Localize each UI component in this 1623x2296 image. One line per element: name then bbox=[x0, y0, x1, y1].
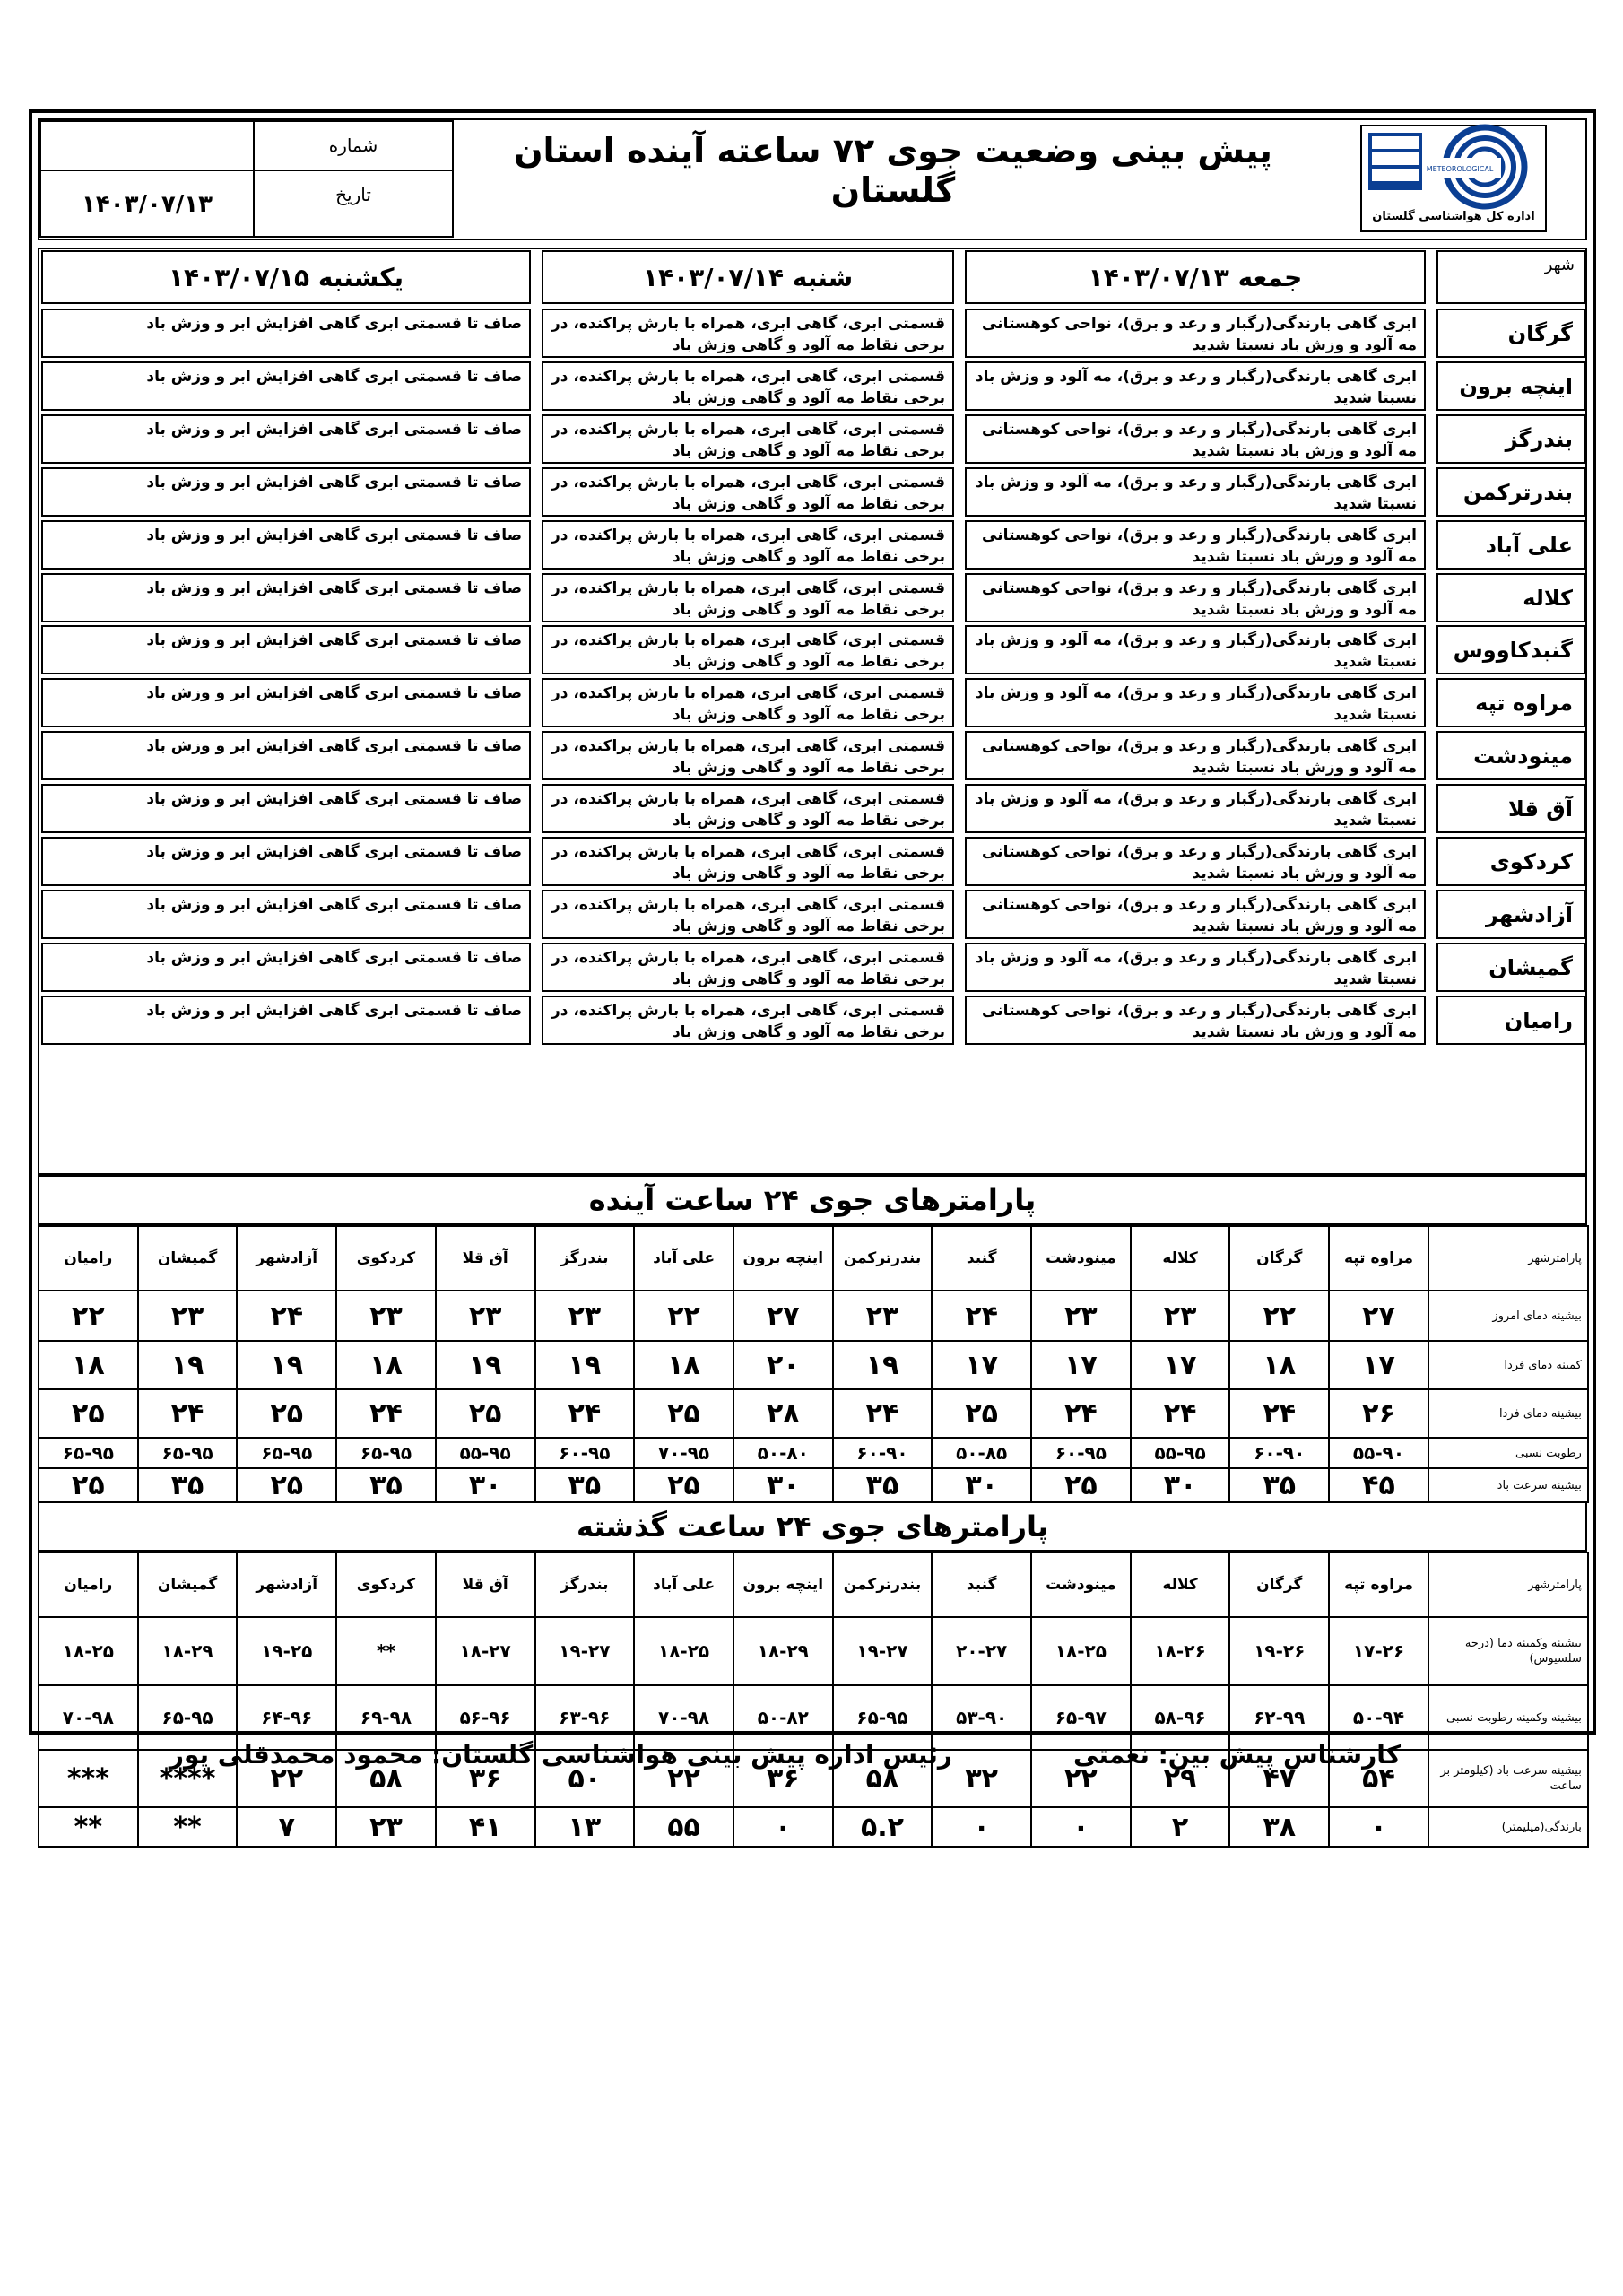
logo-caption: اداره کل هواشناسی گلستان bbox=[1372, 210, 1535, 223]
city-column-header: گمیشان bbox=[138, 1552, 238, 1617]
value-cell: ۳۵ bbox=[833, 1468, 933, 1502]
city-name-cell: کلاله bbox=[1436, 573, 1585, 622]
table-row bbox=[39, 1468, 1588, 1502]
value-cell: ۱۹-۲۶ bbox=[1229, 1617, 1329, 1685]
value-cell: ۲۲ bbox=[1229, 1291, 1329, 1341]
number-value-cell bbox=[39, 120, 255, 171]
city-column-header: آق قلا bbox=[436, 1226, 535, 1291]
value-cell: ۵۵-۹۵ bbox=[436, 1438, 535, 1468]
value-cell: ۱۷ bbox=[1131, 1341, 1230, 1389]
value-cell: ۲۳ bbox=[535, 1291, 635, 1341]
value-cell: ۴۱ bbox=[436, 1807, 535, 1847]
value-cell: ۱۸-۲۵ bbox=[39, 1617, 138, 1685]
day-header-2: شنبه ۱۴۰۳/۰۷/۱۴ bbox=[542, 250, 954, 304]
value-cell: ۲۴ bbox=[833, 1389, 933, 1438]
forecast-day1-cell: ابری گاهی بارندگی(رگبار و رعد و برق)، مه آلود و وزش باد نسبتا شدید bbox=[965, 625, 1426, 674]
table-row bbox=[39, 1291, 1588, 1341]
city-column-header: بندرترکمن bbox=[833, 1552, 933, 1617]
forecast-day2-cell: قسمتی ابری، گاهی ابری، همراه با بارش پراکنده، در برخی نقاط مه آلود و گاهی وزش باد bbox=[542, 414, 954, 464]
forecast-day3-cell: صاف تا قسمتی ابری گاهی افزایش ابر و وزش باد bbox=[41, 678, 531, 727]
city-column-header: علی آباد bbox=[634, 1552, 733, 1617]
value-cell: ۱۷-۲۶ bbox=[1329, 1617, 1428, 1685]
forecast-day1-cell: ابری گاهی بارندگی(رگبار و رعد و برق)، نواحی کوهستانی مه آلود و وزش باد نسبتا شدید bbox=[965, 837, 1426, 886]
value-cell: ۲۴ bbox=[336, 1389, 436, 1438]
value-cell: ۷۰-۹۸ bbox=[39, 1685, 138, 1750]
value-cell: ۲۵ bbox=[237, 1389, 336, 1438]
value-cell: ۵۰-۹۴ bbox=[1329, 1685, 1428, 1750]
city-name-cell: رامیان bbox=[1436, 996, 1585, 1045]
value-cell: ۲۵ bbox=[634, 1468, 733, 1502]
city-name-cell: بندرگز bbox=[1436, 414, 1585, 464]
forecast-day3-cell: صاف تا قسمتی ابری گاهی افزایش ابر و وزش باد bbox=[41, 625, 531, 674]
forecast-day3-cell: صاف تا قسمتی ابری گاهی افزایش ابر و وزش باد bbox=[41, 784, 531, 833]
value-cell: ۵۰-۸۲ bbox=[733, 1685, 833, 1750]
value-cell: ۱۸-۲۹ bbox=[138, 1617, 238, 1685]
value-cell: ۲۹ bbox=[1131, 1750, 1230, 1807]
forecast-day2-cell: قسمتی ابری، گاهی ابری، همراه با بارش پراکنده، در برخی نقاط مه آلود و گاهی وزش باد bbox=[542, 890, 954, 939]
forecast-day2-cell: قسمتی ابری، گاهی ابری، همراه با بارش پراکنده، در برخی نقاط مه آلود و گاهی وزش باد bbox=[542, 467, 954, 517]
value-cell: ۴۷ bbox=[1229, 1750, 1329, 1807]
value-cell: ۲۴ bbox=[932, 1291, 1031, 1341]
parameter-label: بیشینه وکمینه رطوبت نسبی bbox=[1428, 1685, 1588, 1750]
city-column-header: بندرگز bbox=[535, 1552, 635, 1617]
city-column-header: گرگان bbox=[1229, 1552, 1329, 1617]
forecast-day2-cell: قسمتی ابری، گاهی ابری، همراه با بارش پراکنده، در برخی نقاط مه آلود و گاهی وزش باد bbox=[542, 520, 954, 570]
page-title: پیش بینی وضعیت جوی ۷۲ ساعته آینده استان گلستان bbox=[514, 131, 1272, 210]
value-cell: ۱۹ bbox=[237, 1341, 336, 1389]
value-cell: ۶۵-۹۷ bbox=[1031, 1685, 1131, 1750]
value-cell: ۵۸-۹۶ bbox=[1131, 1685, 1230, 1750]
value-cell: ۰ bbox=[1031, 1807, 1131, 1847]
city-name-cell: علی آباد bbox=[1436, 520, 1585, 570]
city-column-header: آزادشهر bbox=[237, 1226, 336, 1291]
value-cell: ۴۵ bbox=[1329, 1468, 1428, 1502]
city-column-header: کردکوی bbox=[336, 1226, 436, 1291]
value-cell: ۳۵ bbox=[138, 1468, 238, 1502]
value-cell: ۵۰-۸۵ bbox=[932, 1438, 1031, 1468]
city-column-header: مینودشت bbox=[1031, 1552, 1131, 1617]
value-cell: ۱۸-۲۹ bbox=[733, 1617, 833, 1685]
value-cell: ۲۴ bbox=[535, 1389, 635, 1438]
value-cell: ۱۸-۲۵ bbox=[634, 1617, 733, 1685]
city-column-header: گنبد bbox=[932, 1552, 1031, 1617]
city-column-header: بندرترکمن bbox=[833, 1226, 933, 1291]
city-name-cell: گرگان bbox=[1436, 309, 1585, 358]
city-column-header: گنبد bbox=[932, 1226, 1031, 1291]
value-cell: ۲۴ bbox=[1031, 1389, 1131, 1438]
date-label-cell bbox=[253, 170, 454, 238]
forecast-day2-cell: قسمتی ابری، گاهی ابری، همراه با بارش پراکنده، در برخی نقاط مه آلود و گاهی وزش باد bbox=[542, 837, 954, 886]
value-cell: ۶۵-۹۵ bbox=[138, 1685, 238, 1750]
value-cell: ۶۴-۹۶ bbox=[237, 1685, 336, 1750]
forecast-day1-cell: ابری گاهی بارندگی(رگبار و رعد و برق)، نواحی کوهستانی مه آلود و وزش باد نسبتا شدید bbox=[965, 309, 1426, 358]
forecast-day3-cell: صاف تا قسمتی ابری گاهی افزایش ابر و وزش باد bbox=[41, 996, 531, 1045]
value-cell: ۲۵ bbox=[634, 1389, 733, 1438]
value-cell: ۱۹ bbox=[436, 1341, 535, 1389]
value-cell: ۳۰ bbox=[1131, 1468, 1230, 1502]
value-cell: ۲ bbox=[1131, 1807, 1230, 1847]
value-cell: ۱۸-۲۶ bbox=[1131, 1617, 1230, 1685]
value-cell: ۱۳ bbox=[535, 1807, 635, 1847]
value-cell: ۲۲ bbox=[39, 1291, 138, 1341]
city-column-header: کلاله bbox=[1131, 1552, 1230, 1617]
city-header-label: شهر bbox=[1544, 256, 1575, 274]
value-cell: ۱۸-۲۷ bbox=[436, 1617, 535, 1685]
value-cell: ۶۵-۹۵ bbox=[237, 1438, 336, 1468]
city-name-cell: مینودشت bbox=[1436, 731, 1585, 780]
next24-table bbox=[38, 1225, 1589, 1503]
city-column-header: اینچه برون bbox=[733, 1552, 833, 1617]
forecast-day2-cell: قسمتی ابری، گاهی ابری، همراه با بارش پراکنده، در برخی نقاط مه آلود و گاهی وزش باد bbox=[542, 731, 954, 780]
city-column-header: رامیان bbox=[39, 1226, 138, 1291]
parameter-label: کمینه دمای فردا bbox=[1428, 1341, 1588, 1389]
value-cell: ۲۴ bbox=[237, 1291, 336, 1341]
value-cell: ۶۰-۹۰ bbox=[833, 1438, 933, 1468]
city-name-cell: گنبدکاووس bbox=[1436, 625, 1585, 674]
forecast-day3-cell: صاف تا قسمتی ابری گاهی افزایش ابر و وزش باد bbox=[41, 467, 531, 517]
value-cell: ۱۹-۲۷ bbox=[833, 1617, 933, 1685]
value-cell: ** bbox=[336, 1617, 436, 1685]
value-cell: ۲۲ bbox=[634, 1750, 733, 1807]
forecast-day1-cell: ابری گاهی بارندگی(رگبار و رعد و برق)، نواحی کوهستانی مه آلود و وزش باد نسبتا شدید bbox=[965, 890, 1426, 939]
city-column-header: مینودشت bbox=[1031, 1226, 1131, 1291]
date-value: ۱۴۰۳/۰۷/۱۳ bbox=[82, 191, 213, 218]
value-cell: ۶۵-۹۵ bbox=[39, 1438, 138, 1468]
table-row bbox=[39, 1438, 1588, 1468]
forecast-day3-cell: صاف تا قسمتی ابری گاهی افزایش ابر و وزش باد bbox=[41, 837, 531, 886]
past24-title: پارامترهای جوی ۲۴ ساعت گذشته bbox=[38, 1501, 1587, 1552]
value-cell: ۱۷ bbox=[1031, 1341, 1131, 1389]
value-cell: ۵۰ bbox=[535, 1750, 635, 1807]
corner-cell: پارامترشهر bbox=[1428, 1226, 1588, 1291]
table-row bbox=[39, 1807, 1588, 1847]
value-cell: ۳۶ bbox=[436, 1750, 535, 1807]
value-cell: ۲۵ bbox=[237, 1468, 336, 1502]
table-header-row bbox=[39, 1552, 1588, 1617]
value-cell: ** bbox=[138, 1807, 238, 1847]
forecast-day1-cell: ابری گاهی بارندگی(رگبار و رعد و برق)، مه آلود و وزش باد نسبتا شدید bbox=[965, 784, 1426, 833]
parameter-label: رطوبت نسبی bbox=[1428, 1438, 1588, 1468]
number-label-cell bbox=[253, 120, 454, 171]
value-cell: **** bbox=[138, 1750, 238, 1807]
value-cell: ۱۷ bbox=[1329, 1341, 1428, 1389]
next24-title: پارامترهای جوی ۲۴ ساعت آینده bbox=[38, 1175, 1587, 1225]
value-cell: ۳۰ bbox=[436, 1468, 535, 1502]
value-cell: ۱۸ bbox=[1229, 1341, 1329, 1389]
value-cell: ۶۳-۹۶ bbox=[535, 1685, 635, 1750]
value-cell: ۱۹ bbox=[535, 1341, 635, 1389]
value-cell: ۲۳ bbox=[336, 1291, 436, 1341]
value-cell: ۳۰ bbox=[932, 1468, 1031, 1502]
value-cell: ۱۸ bbox=[634, 1341, 733, 1389]
value-cell: ۰ bbox=[932, 1807, 1031, 1847]
value-cell: ۲۵ bbox=[436, 1389, 535, 1438]
city-column-header: مراوه تپه bbox=[1329, 1552, 1428, 1617]
value-cell: ۳۸ bbox=[1229, 1807, 1329, 1847]
svg-text:METEOROLOGICAL: METEOROLOGICAL bbox=[1426, 165, 1494, 173]
value-cell: ۱۸ bbox=[336, 1341, 436, 1389]
forecast-day3-cell: صاف تا قسمتی ابری گاهی افزایش ابر و وزش باد bbox=[41, 414, 531, 464]
forecast-day2-cell: قسمتی ابری، گاهی ابری، همراه با بارش پراکنده، در برخی نقاط مه آلود و گاهی وزش باد bbox=[542, 309, 954, 358]
forecast-day2-cell: قسمتی ابری، گاهی ابری، همراه با بارش پراکنده، در برخی نقاط مه آلود و گاهی وزش باد bbox=[542, 573, 954, 622]
city-column-header: اینچه برون bbox=[733, 1226, 833, 1291]
value-cell: ۵۸ bbox=[833, 1750, 933, 1807]
value-cell: ۵۵-۹۰ bbox=[1329, 1438, 1428, 1468]
footer bbox=[0, 1740, 1623, 1785]
city-column-header: کلاله bbox=[1131, 1226, 1230, 1291]
value-cell: ۶۵-۹۵ bbox=[138, 1438, 238, 1468]
parameter-label: بیشینه سرعت باد bbox=[1428, 1468, 1588, 1502]
value-cell: ۶۰-۹۵ bbox=[535, 1438, 635, 1468]
table-row bbox=[39, 1389, 1588, 1438]
date-label: تاریخ bbox=[335, 184, 371, 205]
value-cell: ۶۹-۹۸ bbox=[336, 1685, 436, 1750]
parameter-label: بارندگی(میلیمتر) bbox=[1428, 1807, 1588, 1847]
city-name-cell: مراوه تپه bbox=[1436, 678, 1585, 727]
city-column-header: رامیان bbox=[39, 1552, 138, 1617]
value-cell: ۲۲ bbox=[237, 1750, 336, 1807]
city-column-header: بندرگز bbox=[535, 1226, 635, 1291]
city-column-header bbox=[1436, 250, 1585, 304]
meteorological-logo bbox=[1359, 124, 1548, 233]
forecast-day3-cell: صاف تا قسمتی ابری گاهی افزایش ابر و وزش باد bbox=[41, 309, 531, 358]
city-name-cell: اینچه برون bbox=[1436, 361, 1585, 411]
forecast-day1-cell: ابری گاهی بارندگی(رگبار و رعد و برق)، مه آلود و وزش باد نسبتا شدید bbox=[965, 943, 1426, 992]
past24-table bbox=[38, 1552, 1589, 1848]
value-cell: ۲۴ bbox=[1131, 1389, 1230, 1438]
value-cell: ۲۷ bbox=[733, 1291, 833, 1341]
table-row bbox=[39, 1341, 1588, 1389]
value-cell: ۱۸-۲۵ bbox=[1031, 1617, 1131, 1685]
city-name-cell: آق قلا bbox=[1436, 784, 1585, 833]
forecast-day1-cell: ابری گاهی بارندگی(رگبار و رعد و برق)، مه آلود و وزش باد نسبتا شدید bbox=[965, 678, 1426, 727]
value-cell: ۶۵-۹۵ bbox=[336, 1438, 436, 1468]
value-cell: ۵۵-۹۵ bbox=[1131, 1438, 1230, 1468]
value-cell: ۲۵ bbox=[39, 1468, 138, 1502]
forecast-day2-cell: قسمتی ابری، گاهی ابری، همراه با بارش پراکنده، در برخی نقاط مه آلود و گاهی وزش باد bbox=[542, 678, 954, 727]
value-cell: ۲۲ bbox=[1031, 1750, 1131, 1807]
number-label: شماره bbox=[328, 135, 378, 156]
day-header-3: یکشنبه ۱۴۰۳/۰۷/۱۵ bbox=[41, 250, 531, 304]
city-column-header: آق قلا bbox=[436, 1552, 535, 1617]
value-cell: ۲۰-۲۷ bbox=[932, 1617, 1031, 1685]
city-name-cell: بندرترکمن bbox=[1436, 467, 1585, 517]
value-cell: ۳۵ bbox=[535, 1468, 635, 1502]
forecast-day1-cell: ابری گاهی بارندگی(رگبار و رعد و برق)، مه آلود و وزش باد نسبتا شدید bbox=[965, 361, 1426, 411]
value-cell: ۲۷ bbox=[1329, 1291, 1428, 1341]
value-cell: ۲۴ bbox=[138, 1389, 238, 1438]
value-cell: ۳۲ bbox=[932, 1750, 1031, 1807]
parameter-label: بیشینه وکمینه دما (درجه سلسیوس) bbox=[1428, 1617, 1588, 1685]
city-name-cell: کردکوی bbox=[1436, 837, 1585, 886]
value-cell: ۲۳ bbox=[833, 1291, 933, 1341]
value-cell: ۱۷ bbox=[932, 1341, 1031, 1389]
value-cell: ۲۶ bbox=[1329, 1389, 1428, 1438]
value-cell: ۶۵-۹۵ bbox=[833, 1685, 933, 1750]
value-cell: ۶۰-۹۰ bbox=[1229, 1438, 1329, 1468]
forecast-day2-cell: قسمتی ابری، گاهی ابری، همراه با بارش پراکنده، در برخی نقاط مه آلود و گاهی وزش باد bbox=[542, 996, 954, 1045]
value-cell: ** bbox=[39, 1807, 138, 1847]
value-cell: ۷ bbox=[237, 1807, 336, 1847]
value-cell: ۵۸ bbox=[336, 1750, 436, 1807]
value-cell: ۱۹-۲۵ bbox=[237, 1617, 336, 1685]
value-cell: ۰ bbox=[733, 1807, 833, 1847]
value-cell: ۳۵ bbox=[1229, 1468, 1329, 1502]
value-cell: ۰ bbox=[1329, 1807, 1428, 1847]
value-cell: ۲۵ bbox=[932, 1389, 1031, 1438]
forecast-day1-cell: ابری گاهی بارندگی(رگبار و رعد و برق)، نواحی کوهستانی مه آلود و وزش باد نسبتا شدید bbox=[965, 731, 1426, 780]
city-column-header: علی آباد bbox=[634, 1226, 733, 1291]
city-column-header: مراوه تپه bbox=[1329, 1226, 1428, 1291]
forecast-day1-cell: ابری گاهی بارندگی(رگبار و رعد و برق)، مه آلود و وزش باد نسبتا شدید bbox=[965, 467, 1426, 517]
value-cell: ۲۳ bbox=[336, 1807, 436, 1847]
parameter-label: بیشینه دمای امروز bbox=[1428, 1291, 1588, 1341]
forecast-day1-cell: ابری گاهی بارندگی(رگبار و رعد و برق)، نواحی کوهستانی مه آلود و وزش باد نسبتا شدید bbox=[965, 520, 1426, 570]
value-cell: ۲۲ bbox=[634, 1291, 733, 1341]
value-cell: ۷۰-۹۵ bbox=[634, 1438, 733, 1468]
forecast-day3-cell: صاف تا قسمتی ابری گاهی افزایش ابر و وزش باد bbox=[41, 361, 531, 411]
value-cell: ۵.۲ bbox=[833, 1807, 933, 1847]
day-header-1: جمعه ۱۴۰۳/۰۷/۱۳ bbox=[965, 250, 1426, 304]
value-cell: ۵۵ bbox=[634, 1807, 733, 1847]
value-cell: ۲۳ bbox=[138, 1291, 238, 1341]
value-cell: ۲۵ bbox=[39, 1389, 138, 1438]
forecast-day1-cell: ابری گاهی بارندگی(رگبار و رعد و برق)، نواحی کوهستانی مه آلود و وزش باد نسبتا شدید bbox=[965, 573, 1426, 622]
value-cell: ۲۵ bbox=[1031, 1468, 1131, 1502]
value-cell: ۲۳ bbox=[1031, 1291, 1131, 1341]
value-cell: ۳۰ bbox=[733, 1468, 833, 1502]
value-cell: ۱۹ bbox=[833, 1341, 933, 1389]
forecast-day2-cell: قسمتی ابری، گاهی ابری، همراه با بارش پراکنده، در برخی نقاط مه آلود و گاهی وزش باد bbox=[542, 625, 954, 674]
chief-credit: رئیس اداره پیش بینی هواشناسی گلستان: محمود محمدقلی پور bbox=[169, 1740, 952, 1770]
value-cell: ۶۰-۹۵ bbox=[1031, 1438, 1131, 1468]
value-cell: ۱۹-۲۷ bbox=[535, 1617, 635, 1685]
value-cell: ۳۶ bbox=[733, 1750, 833, 1807]
city-name-cell: آزادشهر bbox=[1436, 890, 1585, 939]
forecast-day3-cell: صاف تا قسمتی ابری گاهی افزایش ابر و وزش باد bbox=[41, 943, 531, 992]
value-cell: ۱۹ bbox=[138, 1341, 238, 1389]
city-column-header: گمیشان bbox=[138, 1226, 238, 1291]
value-cell: ۷۰-۹۸ bbox=[634, 1685, 733, 1750]
city-column-header: کردکوی bbox=[336, 1552, 436, 1617]
forecast-day2-cell: قسمتی ابری، گاهی ابری، همراه با بارش پراکنده، در برخی نقاط مه آلود و گاهی وزش باد bbox=[542, 361, 954, 411]
value-cell: ۲۳ bbox=[436, 1291, 535, 1341]
value-cell: ۲۸ bbox=[733, 1389, 833, 1438]
forecast-day3-cell: صاف تا قسمتی ابری گاهی افزایش ابر و وزش باد bbox=[41, 731, 531, 780]
city-name-cell: گمیشان bbox=[1436, 943, 1585, 992]
value-cell: ۵۶-۹۶ bbox=[436, 1685, 535, 1750]
forecast-day3-cell: صاف تا قسمتی ابری گاهی افزایش ابر و وزش باد bbox=[41, 520, 531, 570]
forecast-day1-cell: ابری گاهی بارندگی(رگبار و رعد و برق)، نواحی کوهستانی مه آلود و وزش باد نسبتا شدید bbox=[965, 996, 1426, 1045]
value-cell: ۶۲-۹۹ bbox=[1229, 1685, 1329, 1750]
value-cell: ۱۸ bbox=[39, 1341, 138, 1389]
parameter-label: بیشینه سرعت باد (کیلومتر بر ساعت bbox=[1428, 1750, 1588, 1807]
parameter-label: بیشینه دمای فردا bbox=[1428, 1389, 1588, 1438]
forecast-day2-cell: قسمتی ابری، گاهی ابری، همراه با بارش پراکنده، در برخی نقاط مه آلود و گاهی وزش باد bbox=[542, 784, 954, 833]
forecast-day3-cell: صاف تا قسمتی ابری گاهی افزایش ابر و وزش باد bbox=[41, 573, 531, 622]
date-value-cell bbox=[39, 170, 255, 238]
forecast-day3-cell: صاف تا قسمتی ابری گاهی افزایش ابر و وزش باد bbox=[41, 890, 531, 939]
corner-cell: پارامترشهر bbox=[1428, 1552, 1588, 1617]
forecaster-credit: کارشناس پیش بین: نعمتی bbox=[1073, 1740, 1401, 1770]
table-row bbox=[39, 1617, 1588, 1685]
forecast-day2-cell: قسمتی ابری، گاهی ابری، همراه با بارش پراکنده، در برخی نقاط مه آلود و گاهی وزش باد bbox=[542, 943, 954, 992]
value-cell: ۳۵ bbox=[336, 1468, 436, 1502]
value-cell: ۲۰ bbox=[733, 1341, 833, 1389]
value-cell: ۵۳-۹۰ bbox=[932, 1685, 1031, 1750]
forecast-day1-cell: ابری گاهی بارندگی(رگبار و رعد و برق)، نواحی کوهستانی مه آلود و وزش باد نسبتا شدید bbox=[965, 414, 1426, 464]
value-cell: ۵۴ bbox=[1329, 1750, 1428, 1807]
city-column-header: گرگان bbox=[1229, 1226, 1329, 1291]
value-cell: ۲۴ bbox=[1229, 1389, 1329, 1438]
value-cell: ۵۰-۸۰ bbox=[733, 1438, 833, 1468]
table-header-row bbox=[39, 1226, 1588, 1291]
value-cell: ۲۳ bbox=[1131, 1291, 1230, 1341]
value-cell: *** bbox=[39, 1750, 138, 1807]
city-column-header: آزادشهر bbox=[237, 1552, 336, 1617]
